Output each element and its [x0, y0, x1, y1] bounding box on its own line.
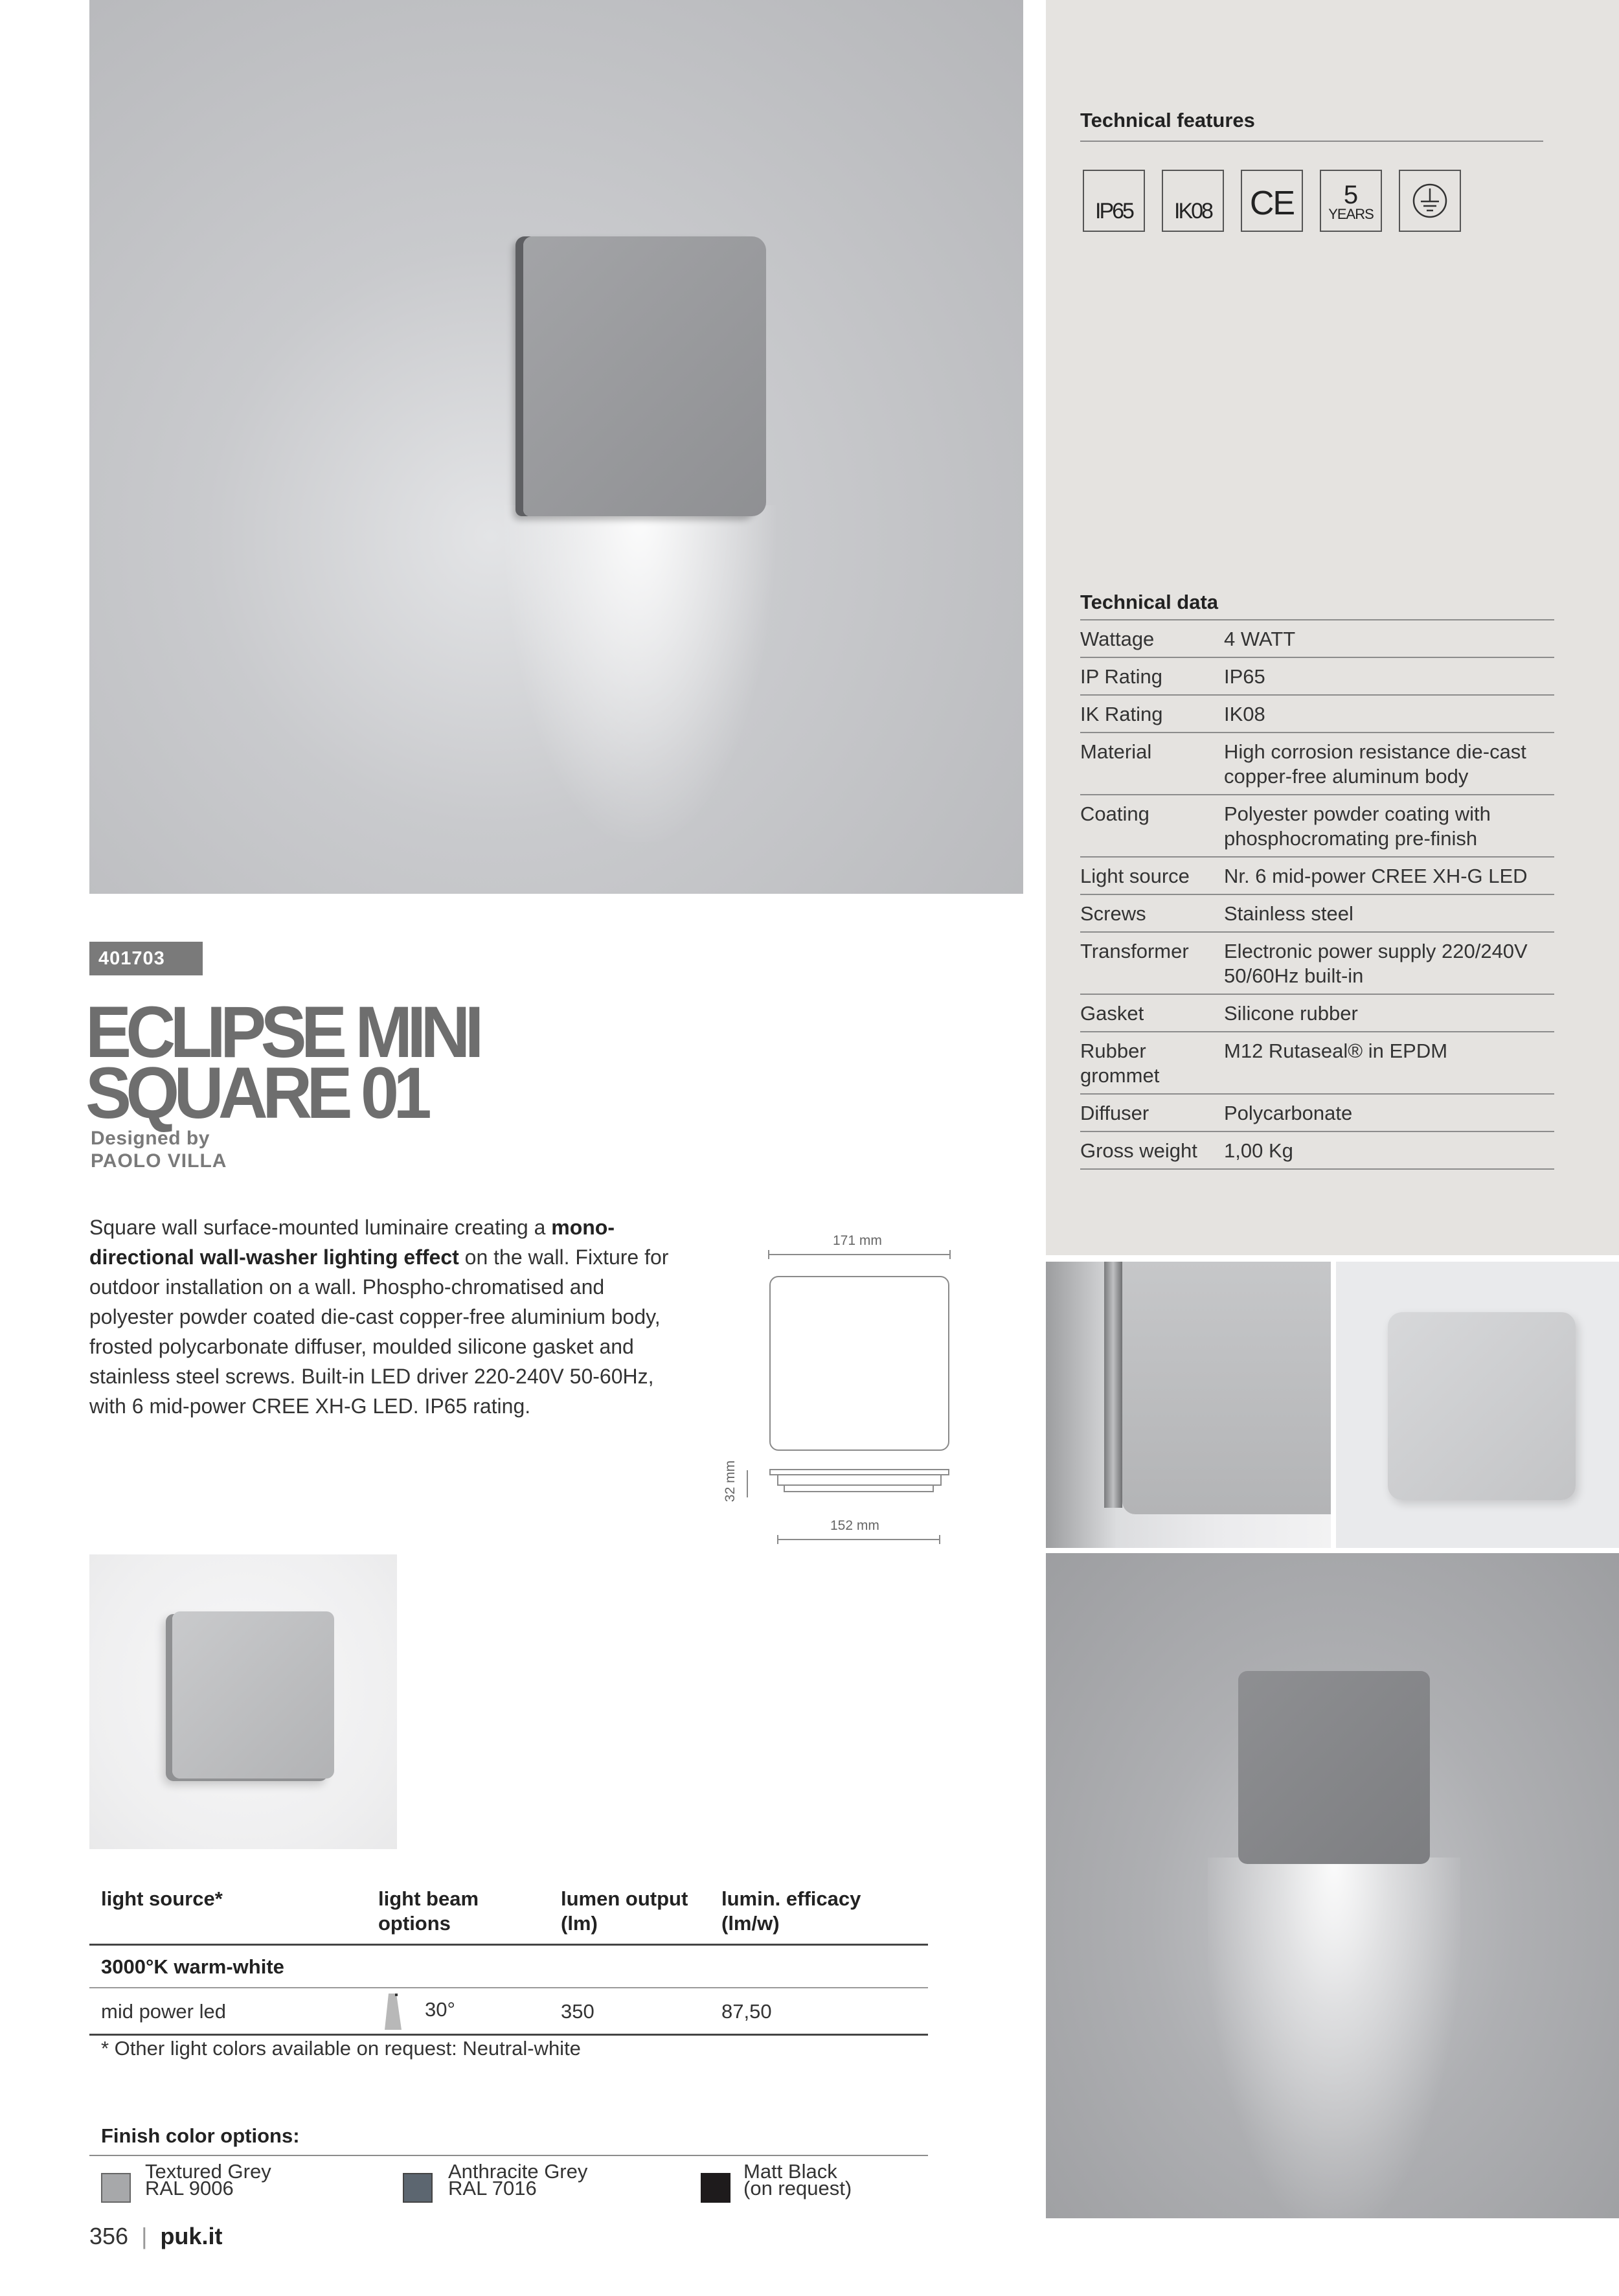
- technical-data-table: [1080, 619, 1554, 1170]
- product-description: [89, 1212, 672, 1421]
- spec-value: IK08: [1224, 695, 1554, 733]
- technical-features-heading: Technical features: [1080, 109, 1255, 131]
- finish-name: Matt Black: [743, 2160, 837, 2183]
- finish-label: [743, 2160, 852, 2199]
- luminaire-installed: [1238, 1671, 1430, 1864]
- table-row: [1080, 1032, 1554, 1094]
- profile-part: [777, 1475, 942, 1486]
- spec-value: IP65: [1224, 657, 1554, 695]
- product-thumbnail-photo: [89, 1554, 397, 1849]
- description-text: on the wall. Fixture for outdoor installation on a wall. Phospho-chromatised and polyester powder coated die-cast copper-free aluminium body, frosted polycarbonate diffuser, moulded silicone gasket and stainless steel screws. Built-in LED driver 220-240V 50-60Hz, with 6 mid-power CREE XH-G LED. IP65 rating.: [89, 1245, 669, 1418]
- warranty-number: 5: [1343, 181, 1359, 209]
- spec-key: Diffuser: [1080, 1094, 1224, 1131]
- installation-photo: [1046, 1553, 1619, 2218]
- column-header: light source*: [89, 1881, 367, 1945]
- profile-part: [769, 1469, 949, 1475]
- footer-separator: |: [141, 2223, 148, 2249]
- finish-label: [448, 2160, 588, 2199]
- side-detail-photo: [1046, 1262, 1331, 1548]
- finish-options-heading: Finish color options:: [101, 2124, 300, 2147]
- spec-value: Stainless steel: [1224, 894, 1554, 932]
- earth-ground-icon: [1411, 182, 1449, 220]
- warranty-unit: YEARS: [1328, 206, 1374, 222]
- ce-mark-badge: CE: [1241, 170, 1303, 232]
- ip65-badge: IP65: [1083, 170, 1145, 232]
- column-header: [367, 1881, 549, 1945]
- description-text: Square wall surface-mounted luminaire creating a: [89, 1216, 552, 1239]
- designed-by-label: Designed by: [91, 1128, 210, 1149]
- spec-value: 1,00 Kg: [1224, 1131, 1554, 1169]
- hero-product-photo: [89, 0, 1023, 894]
- spec-key: IP Rating: [1080, 657, 1224, 695]
- table-row: [89, 1988, 928, 2035]
- profile-part: [784, 1486, 934, 1492]
- beam-cell: [367, 1988, 549, 2035]
- front-detail-photo: [1336, 1262, 1619, 1548]
- spec-key: Transformer: [1080, 932, 1224, 994]
- swatch-matt-black: [701, 2173, 730, 2203]
- website-link[interactable]: puk.it: [160, 2223, 223, 2249]
- dimension-line-bottom: [777, 1539, 940, 1540]
- column-header-text: lumen output (lm): [561, 1887, 688, 1935]
- spec-key: Rubber grommet: [1080, 1032, 1224, 1094]
- beam-angle: 30°: [425, 1998, 455, 2021]
- table-row: [1080, 695, 1554, 733]
- column-header-text: light beam options: [378, 1887, 479, 1935]
- product-title-line1: ECLIPSE MINI: [85, 992, 479, 1073]
- ik08-badge: IK08: [1162, 170, 1224, 232]
- spec-key: Gross weight: [1080, 1131, 1224, 1169]
- table-group-row: [89, 1945, 928, 1988]
- light-source-table: [89, 1881, 928, 2036]
- finish-code: RAL 7016: [448, 2177, 537, 2199]
- divider: [1080, 141, 1543, 142]
- spec-key: Wattage: [1080, 620, 1224, 657]
- table-row: [1080, 620, 1554, 657]
- table-row: [1080, 657, 1554, 695]
- color-temperature-group: 3000°K warm-white: [89, 1945, 928, 1988]
- luminaire-edge: [1104, 1262, 1122, 1508]
- column-header: [710, 1881, 928, 1945]
- spec-key: Material: [1080, 733, 1224, 795]
- luminaire-front: [1388, 1312, 1576, 1500]
- spec-value: Polyester powder coating with phosphocromating pre-finish: [1224, 795, 1554, 857]
- table-row: [1080, 857, 1554, 894]
- table-row: [1080, 733, 1554, 795]
- table-row: [1080, 894, 1554, 932]
- table-row: [1080, 1094, 1554, 1131]
- warranty-5-years-badge: [1320, 170, 1382, 232]
- light-source-cell: mid power led: [89, 1988, 367, 2035]
- page-number: 356: [89, 2223, 129, 2249]
- dimension-width-bottom: 152 mm: [830, 1518, 879, 1533]
- luminaire-thumbnail: [172, 1611, 334, 1779]
- column-header-text: lumin. efficacy (lm/w): [721, 1887, 861, 1935]
- table-row: [1080, 932, 1554, 994]
- drawing-front-view: [769, 1276, 949, 1451]
- spec-value: 4 WATT: [1224, 620, 1554, 657]
- product-title-line2: SQUARE 01: [85, 1052, 427, 1133]
- spec-value: M12 Rutaseal® in EPDM: [1224, 1032, 1554, 1094]
- divider: [89, 2155, 928, 2156]
- designer-name: PAOLO VILLA: [91, 1150, 227, 1172]
- swatch-anthracite-grey: [403, 2173, 433, 2203]
- column-header: [549, 1881, 710, 1945]
- table-row: [1080, 994, 1554, 1032]
- spec-value: Silicone rubber: [1224, 994, 1554, 1032]
- spec-value: Nr. 6 mid-power CREE XH-G LED: [1224, 857, 1554, 894]
- spec-key: IK Rating: [1080, 695, 1224, 733]
- luminaire-body: [1122, 1262, 1331, 1514]
- finish-label: [145, 2160, 271, 2199]
- table-row: [1080, 1131, 1554, 1169]
- spec-key: Light source: [1080, 857, 1224, 894]
- table-header-row: [89, 1881, 928, 1945]
- earth-ground-icon: [1399, 170, 1461, 232]
- dimension-line-height: [747, 1470, 748, 1497]
- drawing-side-profile: [769, 1469, 949, 1495]
- spec-key: Gasket: [1080, 994, 1224, 1032]
- finish-code: (on request): [743, 2177, 852, 2199]
- spec-value: Electronic power supply 220/240V 50/60Hz built-in: [1224, 932, 1554, 994]
- dimension-width-top: 171 mm: [833, 1233, 882, 1248]
- dimension-height: 32 mm: [723, 1460, 738, 1503]
- description-highlight: mono-directional wall-washer lighting effect: [89, 1216, 615, 1269]
- light-beam: [504, 505, 776, 842]
- light-beam-icon: [378, 1992, 413, 2030]
- light-beam: [1208, 1858, 1460, 2218]
- page-footer: [89, 2223, 222, 2250]
- spec-key: Screws: [1080, 894, 1224, 932]
- spec-value: Polycarbonate: [1224, 1094, 1554, 1131]
- lumen-cell: 350: [549, 1988, 710, 2035]
- efficacy-cell: 87,50: [710, 1988, 928, 2035]
- finish-code: RAL 9006: [145, 2177, 234, 2199]
- spec-value: High corrosion resistance die-cast copper-free aluminum body: [1224, 733, 1554, 795]
- swatch-textured-grey: [101, 2173, 131, 2203]
- finish-name: Textured Grey: [145, 2160, 271, 2183]
- spec-key: Coating: [1080, 795, 1224, 857]
- table-row: [1080, 795, 1554, 857]
- dimension-line-top: [768, 1254, 951, 1255]
- technical-data-heading: Technical data: [1080, 591, 1219, 613]
- product-code-badge: 401703: [89, 942, 203, 975]
- light-colors-footnote: * Other light colors available on request: Neutral-white: [101, 2037, 581, 2060]
- finish-name: Anthracite Grey: [448, 2160, 588, 2183]
- luminaire-plate: [523, 236, 766, 516]
